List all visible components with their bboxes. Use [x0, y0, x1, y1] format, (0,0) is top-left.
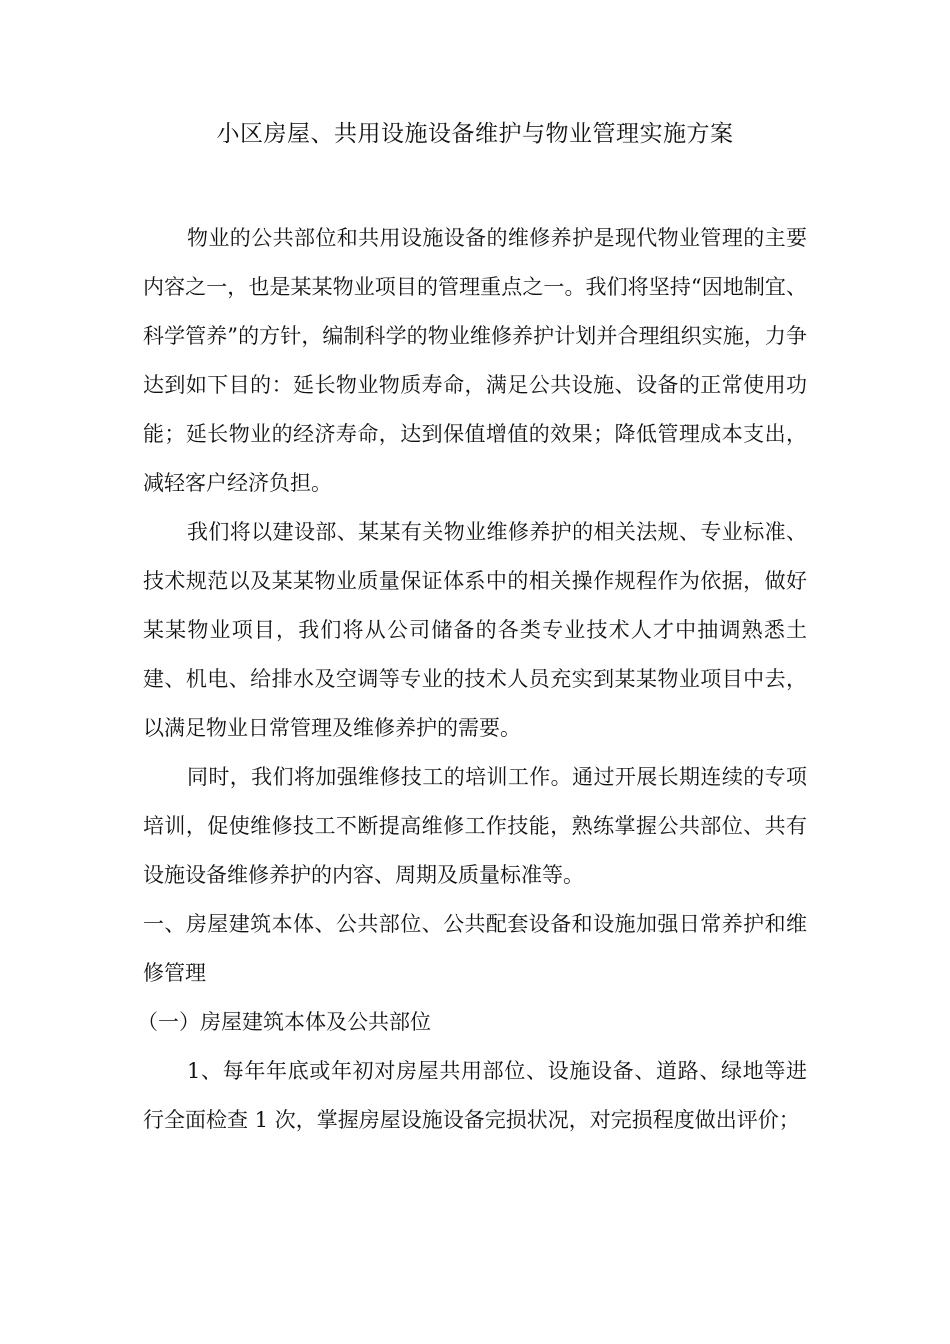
basis-paragraph: 我们将以建设部、某某有关物业维修养护的相关法规、专业标准、技术规范以及某某物业质量保证体系中的相关操作规程作为依据，做好某某物业项目，我们将从公司储备的各类专业技术人才中抽调熟悉土建、机电、给排水及空调等专业的技术人员充实到某某物业项目中去，以满足物业日常管理及维修养护的需要。	[143, 520, 807, 740]
training-paragraph: 同时，我们将加强维修技工的培训工作。通过开展长期连续的专项培训，促使维修技工不断提高维修工作技能，熟练掌握公共部位、共有设施设备维修养护的内容、周期及质量标准等。	[143, 765, 807, 887]
document-body	[137, 214, 807, 1145]
document-title: 小区房屋、共用设施设备维护与物业管理实施方案	[216, 121, 734, 147]
subsection-heading: （一）房屋建筑本体及公共部位	[137, 1010, 431, 1034]
list-item: 1、每年年底或年初对房屋共用部位、设施设备、道路、绿地等进行全面检查 1 次，掌握房屋设施设备完损状况，对完损程度做出评价；	[143, 1059, 807, 1132]
intro-paragraph: 物业的公共部位和共用设施设备的维修养护是现代物业管理的主要内容之一，也是某某物业项目的管理重点之一。我们将坚持“因地制宜、科学管养”的方针，编制科学的物业维修养护计划并合理组织实施，力争达到如下目的：延长物业物质寿命，满足公共设施、设备的正常使用功能；延长物业的经济寿命，达到保值增值的效果；降低管理成本支出，减轻客户经济负担。	[143, 226, 807, 495]
section-heading: 一、房屋建筑本体、公共部位、公共配套设备和设施加强日常养护和维修管理	[143, 912, 807, 985]
